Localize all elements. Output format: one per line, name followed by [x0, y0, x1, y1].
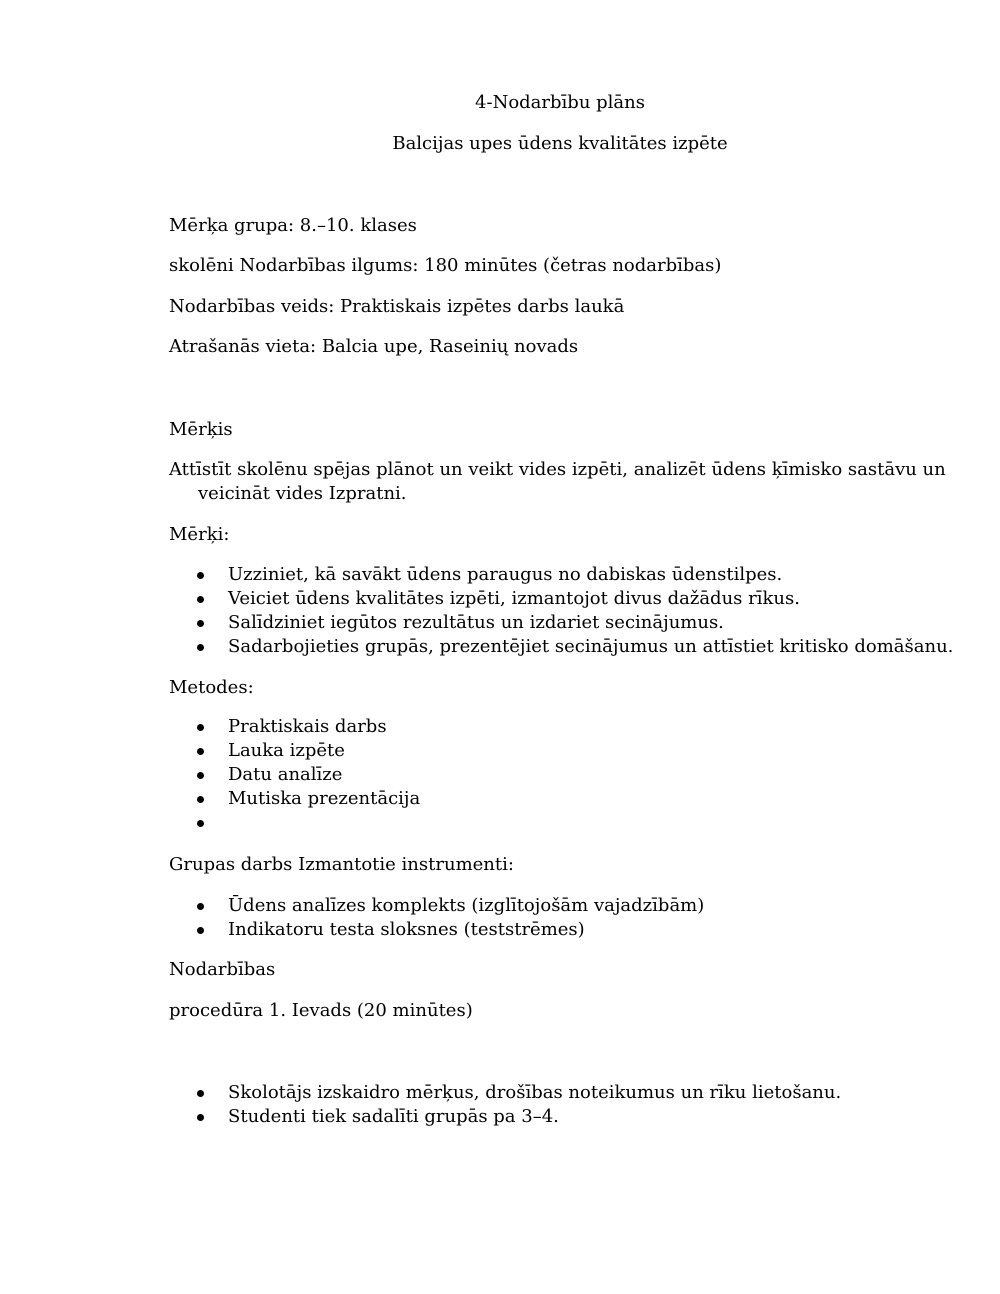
objectives-heading: Mērķi:	[169, 524, 230, 545]
tools-heading: Grupas darbs Izmantotie instrumenti:	[169, 854, 514, 875]
document-title: 4-Nodarbību plāns	[475, 92, 645, 113]
objectives-list	[197, 563, 953, 659]
list-item: Sadarbojieties grupās, prezentējiet secinājumus un attīstiet kritisko domāšanu.	[197, 635, 953, 659]
bullet-icon	[197, 820, 204, 827]
bullet-icon	[197, 772, 204, 779]
list-item: Studenti tiek sadalīti grupās pa 3–4.	[197, 1105, 841, 1129]
bullet-icon	[197, 748, 204, 755]
bullet-icon	[197, 1114, 204, 1121]
procedure-heading: Nodarbības	[169, 959, 276, 980]
document-subtitle: Balcijas upes ūdens kvalitātes izpēte	[392, 133, 728, 154]
list-item: Skolotājs izskaidro mērķus, drošības noteikumus un rīku lietošanu.	[197, 1081, 841, 1105]
procedure-list	[197, 1081, 841, 1129]
list-item: Mutiska prezentācija	[197, 787, 420, 811]
bullet-icon	[197, 596, 204, 603]
bullet-icon	[197, 1090, 204, 1097]
list-item	[197, 811, 420, 835]
target-group: Mērķa grupa: 8.–10. klases	[169, 215, 417, 236]
methods-list	[197, 715, 420, 835]
bullet-icon	[197, 572, 204, 579]
list-item: Salīdziniet iegūtos rezultātus un izdariet secinājumus.	[197, 611, 953, 635]
bullet-icon	[197, 927, 204, 934]
procedure-subheading: procedūra 1. Ievads (20 minūtes)	[169, 1000, 473, 1021]
bullet-icon	[197, 903, 204, 910]
list-item: Lauka izpēte	[197, 739, 420, 763]
lesson-location: Atrašanās vieta: Balcia upe, Raseinių novads	[169, 336, 579, 357]
tools-list	[197, 894, 704, 942]
list-item: Praktiskais darbs	[197, 715, 420, 739]
list-item: Ūdens analīzes komplekts (izglītojošām vajadzībām)	[197, 894, 704, 918]
goal-heading: Mērķis	[169, 419, 233, 440]
list-item: Indikatoru testa sloksnes (teststrēmes)	[197, 918, 704, 942]
list-item: Uzziniet, kā savākt ūdens paraugus no dabiskas ūdenstilpes.	[197, 563, 953, 587]
bullet-icon	[197, 796, 204, 803]
lesson-duration: skolēni Nodarbības ilgums: 180 minūtes (četras nodarbības)	[169, 255, 722, 276]
lesson-type: Nodarbības veids: Praktiskais izpētes darbs laukā	[169, 296, 625, 317]
bullet-icon	[197, 644, 204, 651]
bullet-icon	[197, 620, 204, 627]
list-item: Datu analīze	[197, 763, 420, 787]
list-item: Veiciet ūdens kvalitātes izpēti, izmantojot divus dažādus rīkus.	[197, 587, 953, 611]
goal-text: Attīstīt skolēnu spējas plānot un veikt vides izpēti, analizēt ūdens ķīmisko sastāvu un veicināt vides Izpratni.	[169, 459, 946, 504]
methods-heading: Metodes:	[169, 677, 254, 698]
bullet-icon	[197, 724, 204, 731]
